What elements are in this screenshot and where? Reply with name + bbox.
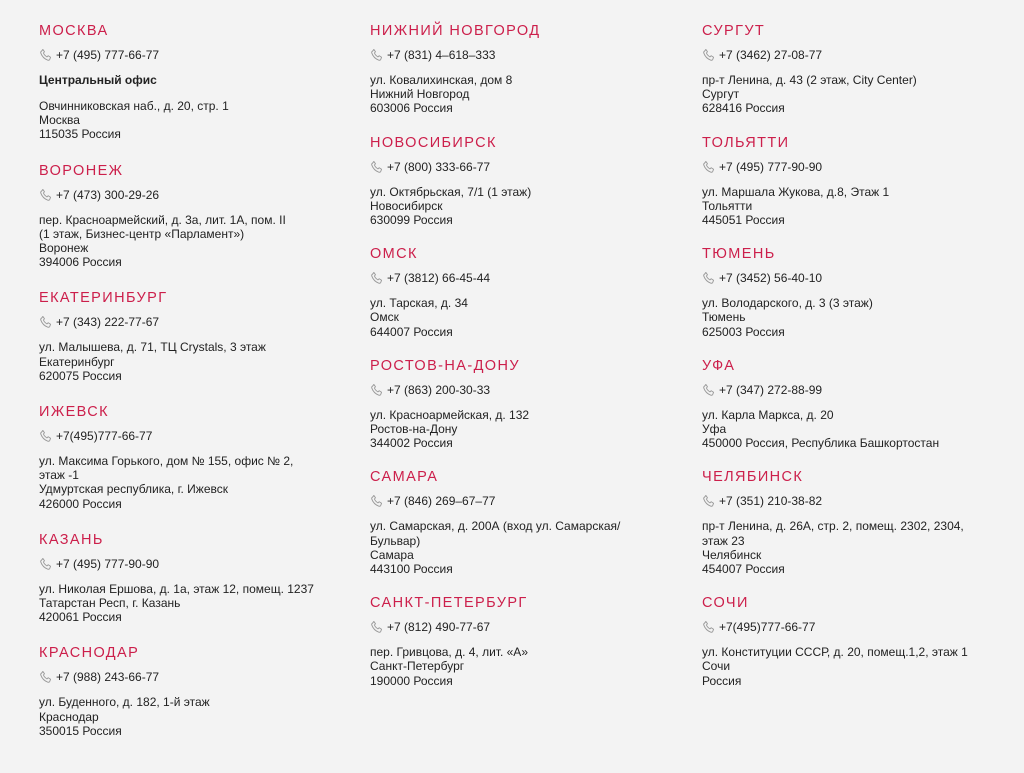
office-yekaterinburg	[39, 289, 349, 383]
phone-row[interactable]	[39, 313, 349, 331]
phone-row[interactable]	[370, 492, 680, 510]
city-name: СОЧИ	[702, 595, 749, 612]
phone-row[interactable]	[39, 186, 349, 204]
address: пр-т Ленина, д. 26А, стр. 2, помещ. 2302, 2304, этаж 23 Челябинск 454007 Россия	[702, 519, 964, 577]
office-saint-petersburg	[370, 594, 680, 688]
city-name: САМАРА	[370, 469, 439, 486]
address: Овчинниковская наб., д. 20, стр. 1 Москва 115035 Россия	[39, 99, 229, 142]
phone-row[interactable]	[39, 46, 349, 64]
city-name: СУРГУТ	[702, 23, 766, 39]
office-novosibirsk	[370, 134, 680, 228]
phone-icon	[702, 48, 716, 62]
office-kazan	[39, 531, 349, 625]
phone-row[interactable]	[39, 555, 349, 573]
phone-row[interactable]	[702, 492, 1017, 510]
office-omsk	[370, 245, 680, 339]
phone-row[interactable]	[702, 618, 1017, 636]
office-moscow	[39, 22, 349, 142]
phone-icon	[370, 494, 384, 508]
city-name: КАЗАНЬ	[39, 531, 104, 548]
phone-icon	[702, 271, 716, 285]
phone-icon	[370, 160, 384, 174]
city-name: ИЖЕВСК	[39, 404, 109, 421]
city-name: НОВОСИБИРСК	[370, 134, 497, 151]
address: ул. Ковалихинская, дом 8 Нижний Новгород 603006 Россия	[370, 73, 513, 116]
address: ул. Самарская, д. 200А (вход ул. Самарская/ Бульвар) Самара 443100 Россия	[370, 519, 621, 577]
phone-number[interactable]: +7 (812) 490-77-67	[387, 620, 491, 635]
phone-number[interactable]: +7 (495) 777-90-90	[56, 556, 160, 571]
phone-row[interactable]	[702, 381, 1017, 399]
offices-column-2	[370, 22, 680, 706]
phone-number[interactable]: +7 (495) 777-66-77	[56, 48, 160, 62]
phone-icon	[39, 315, 53, 329]
phone-number[interactable]: +7 (3452) 56-40-10	[719, 271, 823, 286]
city-name: НИЖНИЙ НОВГОРОД	[370, 23, 541, 39]
phone-row[interactable]	[370, 46, 680, 64]
phone-row[interactable]	[702, 158, 1017, 176]
address: ул. Тарская, д. 34 Омск 644007 Россия	[370, 296, 468, 339]
address: пр-т Ленина, д. 43 (2 этаж, City Center) Сургут 628416 Россия	[702, 73, 917, 116]
address: пер. Красноармейский, д. 3а, лит. 1А, пом. II (1 этаж, Бизнес-центр «Парламент») Воронеж 394006 Россия	[39, 212, 286, 270]
phone-number[interactable]: +7 (831) 4–618–333	[387, 48, 496, 62]
office-tyumen	[702, 245, 1017, 339]
phone-number[interactable]: +7 (351) 210-38-82	[719, 494, 823, 509]
address: ул. Карла Маркса, д. 20 Уфа 450000 Россия, Республика Башкортостан	[702, 407, 940, 451]
phone-icon	[39, 188, 53, 202]
phone-icon	[39, 429, 53, 443]
office-krasnodar	[39, 644, 349, 738]
phone-number[interactable]: +7 (495) 777-90-90	[719, 159, 823, 174]
phone-number[interactable]: +7 (473) 300-29-26	[56, 187, 160, 202]
address: ул. Конституции СССР, д. 20, помещ.1,2, этаж 1 Сочи Россия	[702, 645, 968, 688]
phone-icon	[370, 48, 384, 62]
office-sochi	[702, 594, 1017, 688]
phone-number[interactable]: +7 (347) 272-88-99	[719, 382, 823, 397]
office-rostov-on-don	[370, 357, 680, 451]
city-name: ЕКАТЕРИНБУРГ	[39, 290, 168, 307]
office-chelyabinsk	[702, 468, 1017, 576]
phone-number[interactable]: +7 (863) 200-30-33	[387, 382, 491, 397]
phone-icon	[702, 620, 716, 634]
address: ул. Октябрьская, 7/1 (1 этаж) Новосибирск 630099 Россия	[370, 184, 532, 228]
phone-number[interactable]: +7 (800) 333-66-77	[387, 159, 491, 174]
office-izhevsk	[39, 403, 349, 511]
address: ул. Маршала Жукова, д.8, Этаж 1 Тольятти 445051 Россия	[702, 184, 890, 228]
office-samara	[370, 468, 680, 576]
offices-column-3	[702, 22, 1017, 706]
address: ул. Малышева, д. 71, ТЦ Crystals, 3 этаж Екатеринбург 620075 Россия	[39, 340, 266, 383]
phone-row[interactable]	[702, 46, 1017, 64]
address: ул. Володарского, д. 3 (3 этаж) Тюмень 625003 Россия	[702, 296, 873, 339]
city-name: РОСТОВ-НА-ДОНУ	[370, 357, 520, 374]
office-tolyatti	[702, 134, 1017, 228]
office-label: Центральный офис	[39, 73, 157, 87]
phone-icon	[370, 383, 384, 397]
phone-number[interactable]: +7 (3812) 66-45-44	[387, 271, 491, 286]
phone-number[interactable]: +7 (3462) 27-08-77	[719, 48, 823, 62]
phone-row[interactable]	[370, 269, 680, 287]
phone-number[interactable]: +7 (343) 222-77-67	[56, 315, 160, 330]
office-ufa	[702, 357, 1017, 451]
phone-row[interactable]	[370, 618, 680, 636]
phone-number[interactable]: +7(495)777-66-77	[719, 620, 816, 635]
address: ул. Красноармейская, д. 132 Ростов-на-Дону 344002 Россия	[370, 407, 530, 451]
city-name: ВОРОНЕЖ	[39, 162, 124, 179]
phone-icon	[370, 271, 384, 285]
city-name: ОМСК	[370, 246, 418, 263]
phone-icon	[702, 383, 716, 397]
city-name: ТЮМЕНЬ	[702, 246, 776, 263]
phone-row[interactable]	[702, 269, 1017, 287]
phone-row[interactable]	[39, 427, 349, 445]
phone-icon	[39, 557, 53, 571]
city-name: МОСКВА	[39, 23, 109, 39]
address: ул. Максима Горького, дом № 155, офис № 2, этаж -1 Удмуртская республика, г. Ижевск 426000 Россия	[39, 454, 294, 511]
office-voronezh	[39, 162, 349, 270]
city-name: САНКТ-ПЕТЕРБУРГ	[370, 595, 528, 612]
address: ул. Николая Ершова, д. 1а, этаж 12, помещ. 1237 Татарстан Респ, г. Казань 420061 Россия	[39, 581, 314, 625]
city-name: КРАСНОДАР	[39, 645, 140, 662]
phone-number[interactable]: +7 (846) 269–67–77	[387, 494, 496, 509]
phone-row[interactable]	[370, 158, 680, 176]
phone-icon	[702, 494, 716, 508]
office-surgut	[702, 22, 1017, 116]
phone-icon	[39, 670, 53, 684]
address: ул. Буденного, д. 182, 1-й этаж Краснодар 350015 Россия	[39, 695, 210, 738]
office-nizhny-novgorod	[370, 22, 680, 116]
phone-icon	[39, 48, 53, 62]
offices-column-1	[39, 22, 349, 758]
city-name: ЧЕЛЯБИНСК	[702, 469, 804, 486]
phone-row[interactable]	[370, 381, 680, 399]
city-name: УФА	[702, 357, 736, 374]
phone-number[interactable]: +7 (988) 243-66-77	[56, 670, 160, 685]
address: пер. Гривцова, д. 4, лит. «А» Санкт-Петербург 190000 Россия	[370, 645, 528, 688]
phone-row[interactable]	[39, 668, 349, 686]
phone-icon	[702, 160, 716, 174]
phone-number[interactable]: +7(495)777-66-77	[56, 429, 153, 444]
city-name: ТОЛЬЯТТИ	[702, 134, 790, 151]
phone-icon	[370, 620, 384, 634]
